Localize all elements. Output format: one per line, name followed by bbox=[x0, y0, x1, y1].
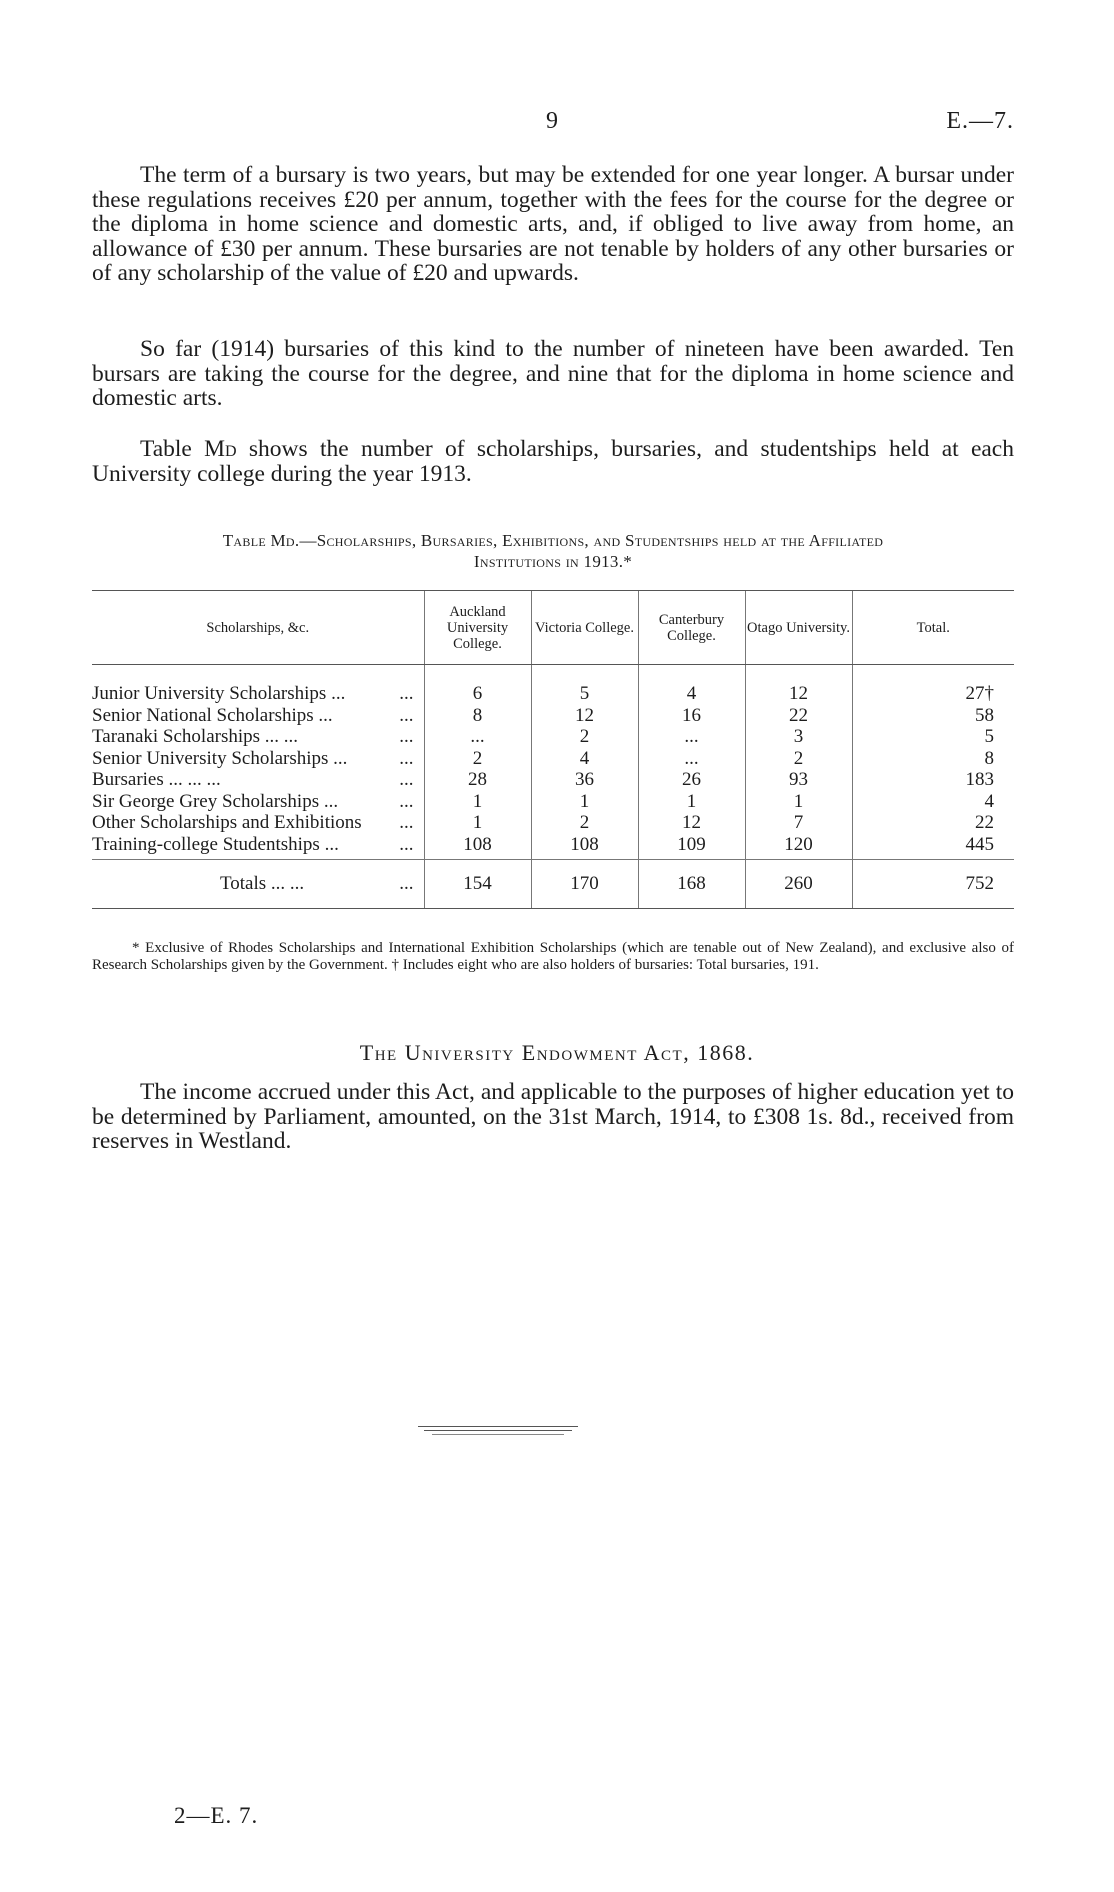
paragraph-table-intro-start: Table bbox=[140, 436, 205, 462]
cell-victoria: 5 bbox=[531, 665, 638, 705]
dot-leader: ... bbox=[399, 747, 414, 769]
row-label: Other Scholarships and Exhibitions bbox=[92, 812, 362, 833]
scholarships-table bbox=[92, 590, 1014, 909]
cell-auckland: 1 bbox=[424, 791, 531, 813]
cell-canterbury: 109 bbox=[638, 834, 745, 860]
row-label-cell bbox=[92, 769, 424, 791]
cell-victoria: 2 bbox=[531, 812, 638, 834]
closing-rule bbox=[418, 1426, 578, 1438]
row-label-cell bbox=[92, 748, 424, 770]
page-number: 9 bbox=[546, 108, 558, 134]
paragraph-endowment-income: The income accrued under this Act, and applicable to the purposes of higher education yet to be determined by Parliament, amounted, on the 31st March, 1914, to £308 1s. 8d., received from reserves in Westland. bbox=[92, 1079, 1014, 1154]
cell-auckland: 6 bbox=[424, 665, 531, 705]
cell-victoria: 1 bbox=[531, 791, 638, 813]
cell-canterbury: ... bbox=[638, 748, 745, 770]
cell-otago: 1 bbox=[745, 791, 852, 813]
column-header-victoria: Victoria College. bbox=[531, 591, 638, 665]
row-label: Senior University Scholarships ... bbox=[92, 747, 348, 769]
row-label: Sir George Grey Scholarships ... bbox=[92, 790, 339, 812]
dot-leader: ... bbox=[399, 683, 414, 704]
column-header-otago: Otago University. bbox=[745, 591, 852, 665]
row-label-cell bbox=[92, 726, 424, 748]
cell-victoria: 36 bbox=[531, 769, 638, 791]
table-row bbox=[92, 834, 1014, 860]
table-reference: Md bbox=[204, 436, 237, 462]
cell-canterbury: 26 bbox=[638, 769, 745, 791]
table-header-row bbox=[92, 591, 1014, 665]
paragraph-table-intro-end: shows the number of scholarships, bursaries, and studentships held at each University college during the year 1913. bbox=[92, 436, 1014, 487]
row-label: Junior University Scholarships ... bbox=[92, 683, 346, 704]
paragraph-bursary-term: The term of a bursary is two years, but may be extended for one year longer. A bursar under these regulations receives £20 per annum, together with the fees for the course for the degree or the diploma in home science and domestic arts, and, if obliged to live away from home, an allowance of £30 per annum. These bursaries are not tenable by holders of any other bursaries or of any scholarship of the value of £20 and upwards. bbox=[92, 162, 1014, 286]
cell-auckland: 28 bbox=[424, 769, 531, 791]
section-title: The University Endowment Act, 1868. bbox=[359, 1040, 755, 1065]
cell-otago: 22 bbox=[745, 705, 852, 727]
cell-canterbury: 16 bbox=[638, 705, 745, 727]
dot-leader: ... bbox=[399, 833, 414, 855]
table-totals-row bbox=[92, 860, 1014, 909]
column-header-label: Scholarships, &c. bbox=[92, 591, 424, 665]
page-header bbox=[0, 108, 1114, 140]
cell-otago: 2 bbox=[745, 748, 852, 770]
signature-mark: 2—E. 7. bbox=[174, 1803, 259, 1828]
cell-canterbury: ... bbox=[638, 726, 745, 748]
cell-victoria: 4 bbox=[531, 748, 638, 770]
table-row bbox=[92, 769, 1014, 791]
row-label: Training-college Studentships ... bbox=[92, 833, 339, 855]
row-label-cell bbox=[92, 705, 424, 727]
column-header-total: Total. bbox=[852, 591, 1014, 665]
column-header-auckland: Auckland University College. bbox=[424, 591, 531, 665]
cell-total: 752 bbox=[852, 860, 1014, 909]
table-row bbox=[92, 665, 1014, 705]
dot-leader: ... bbox=[399, 726, 414, 747]
row-label: Taranaki Scholarships ... ... bbox=[92, 726, 299, 747]
cell-otago: 120 bbox=[745, 834, 852, 860]
cell-canterbury: 1 bbox=[638, 791, 745, 813]
row-label-cell bbox=[92, 791, 424, 813]
cell-auckland: 1 bbox=[424, 812, 531, 834]
cell-auckland: 154 bbox=[424, 860, 531, 909]
table-row bbox=[92, 748, 1014, 770]
dot-leader: ... bbox=[399, 704, 414, 726]
row-label-cell bbox=[92, 834, 424, 860]
table-caption bbox=[92, 530, 1014, 572]
cell-victoria: 2 bbox=[531, 726, 638, 748]
row-label: Senior National Scholarships ... bbox=[92, 704, 333, 726]
cell-total: 5 bbox=[852, 726, 1014, 748]
table-row bbox=[92, 726, 1014, 748]
table-caption-line-1: Table Md.—Scholarships, Bursaries, Exhibitions, and Studentships held at the Affiliated bbox=[222, 531, 884, 550]
cell-canterbury: 12 bbox=[638, 812, 745, 834]
cell-auckland: 8 bbox=[424, 705, 531, 727]
cell-auckland: ... bbox=[424, 726, 531, 748]
cell-victoria: 108 bbox=[531, 834, 638, 860]
cell-canterbury: 4 bbox=[638, 665, 745, 705]
dot-leader: ... bbox=[399, 769, 414, 790]
dot-leader: ... bbox=[399, 812, 414, 833]
cell-otago: 12 bbox=[745, 665, 852, 705]
cell-total: 445 bbox=[852, 834, 1014, 860]
table-row bbox=[92, 791, 1014, 813]
cell-total: 8 bbox=[852, 748, 1014, 770]
table-row bbox=[92, 705, 1014, 727]
row-label-cell bbox=[92, 812, 424, 834]
table-footnote: * Exclusive of Rhodes Scholarships and International Exhibition Scholarships (which are tenable out of New Zealand), and exclusive also of Research Scholarships given by the Government. † Includes eight who are also holders of bursaries: Total bursaries, 191. bbox=[92, 940, 1014, 973]
row-label-cell bbox=[92, 860, 424, 909]
column-header-canterbury: Canterbury College. bbox=[638, 591, 745, 665]
cell-otago: 3 bbox=[745, 726, 852, 748]
cell-victoria: 170 bbox=[531, 860, 638, 909]
row-label: Bursaries ... ... ... bbox=[92, 769, 221, 790]
paragraph-table-intro bbox=[92, 437, 1014, 486]
cell-auckland: 2 bbox=[424, 748, 531, 770]
dot-leader: ... bbox=[399, 873, 414, 894]
cell-auckland: 108 bbox=[424, 834, 531, 860]
cell-total: 58 bbox=[852, 705, 1014, 727]
cell-canterbury: 168 bbox=[638, 860, 745, 909]
dot-leader: ... bbox=[399, 790, 414, 812]
paragraph-bursaries-awarded: So far (1914) bursaries of this kind to the number of nineteen have been awarded. Ten bursars are taking the course for the degree, and nine that for the diploma in home science and domestic arts. bbox=[92, 336, 1014, 411]
scholarships-table-container bbox=[92, 590, 1014, 909]
table-row bbox=[92, 812, 1014, 834]
row-label-cell bbox=[92, 665, 424, 705]
series-reference: E.—7. bbox=[946, 108, 1014, 134]
row-label: Totals ... ... bbox=[220, 873, 305, 894]
cell-total: 22 bbox=[852, 812, 1014, 834]
table-caption-line-2: Institutions in 1913.* bbox=[473, 552, 633, 571]
cell-total: 27† bbox=[852, 665, 1014, 705]
cell-victoria: 12 bbox=[531, 705, 638, 727]
cell-total: 4 bbox=[852, 791, 1014, 813]
cell-otago: 93 bbox=[745, 769, 852, 791]
cell-otago: 7 bbox=[745, 812, 852, 834]
cell-otago: 260 bbox=[745, 860, 852, 909]
cell-total: 183 bbox=[852, 769, 1014, 791]
